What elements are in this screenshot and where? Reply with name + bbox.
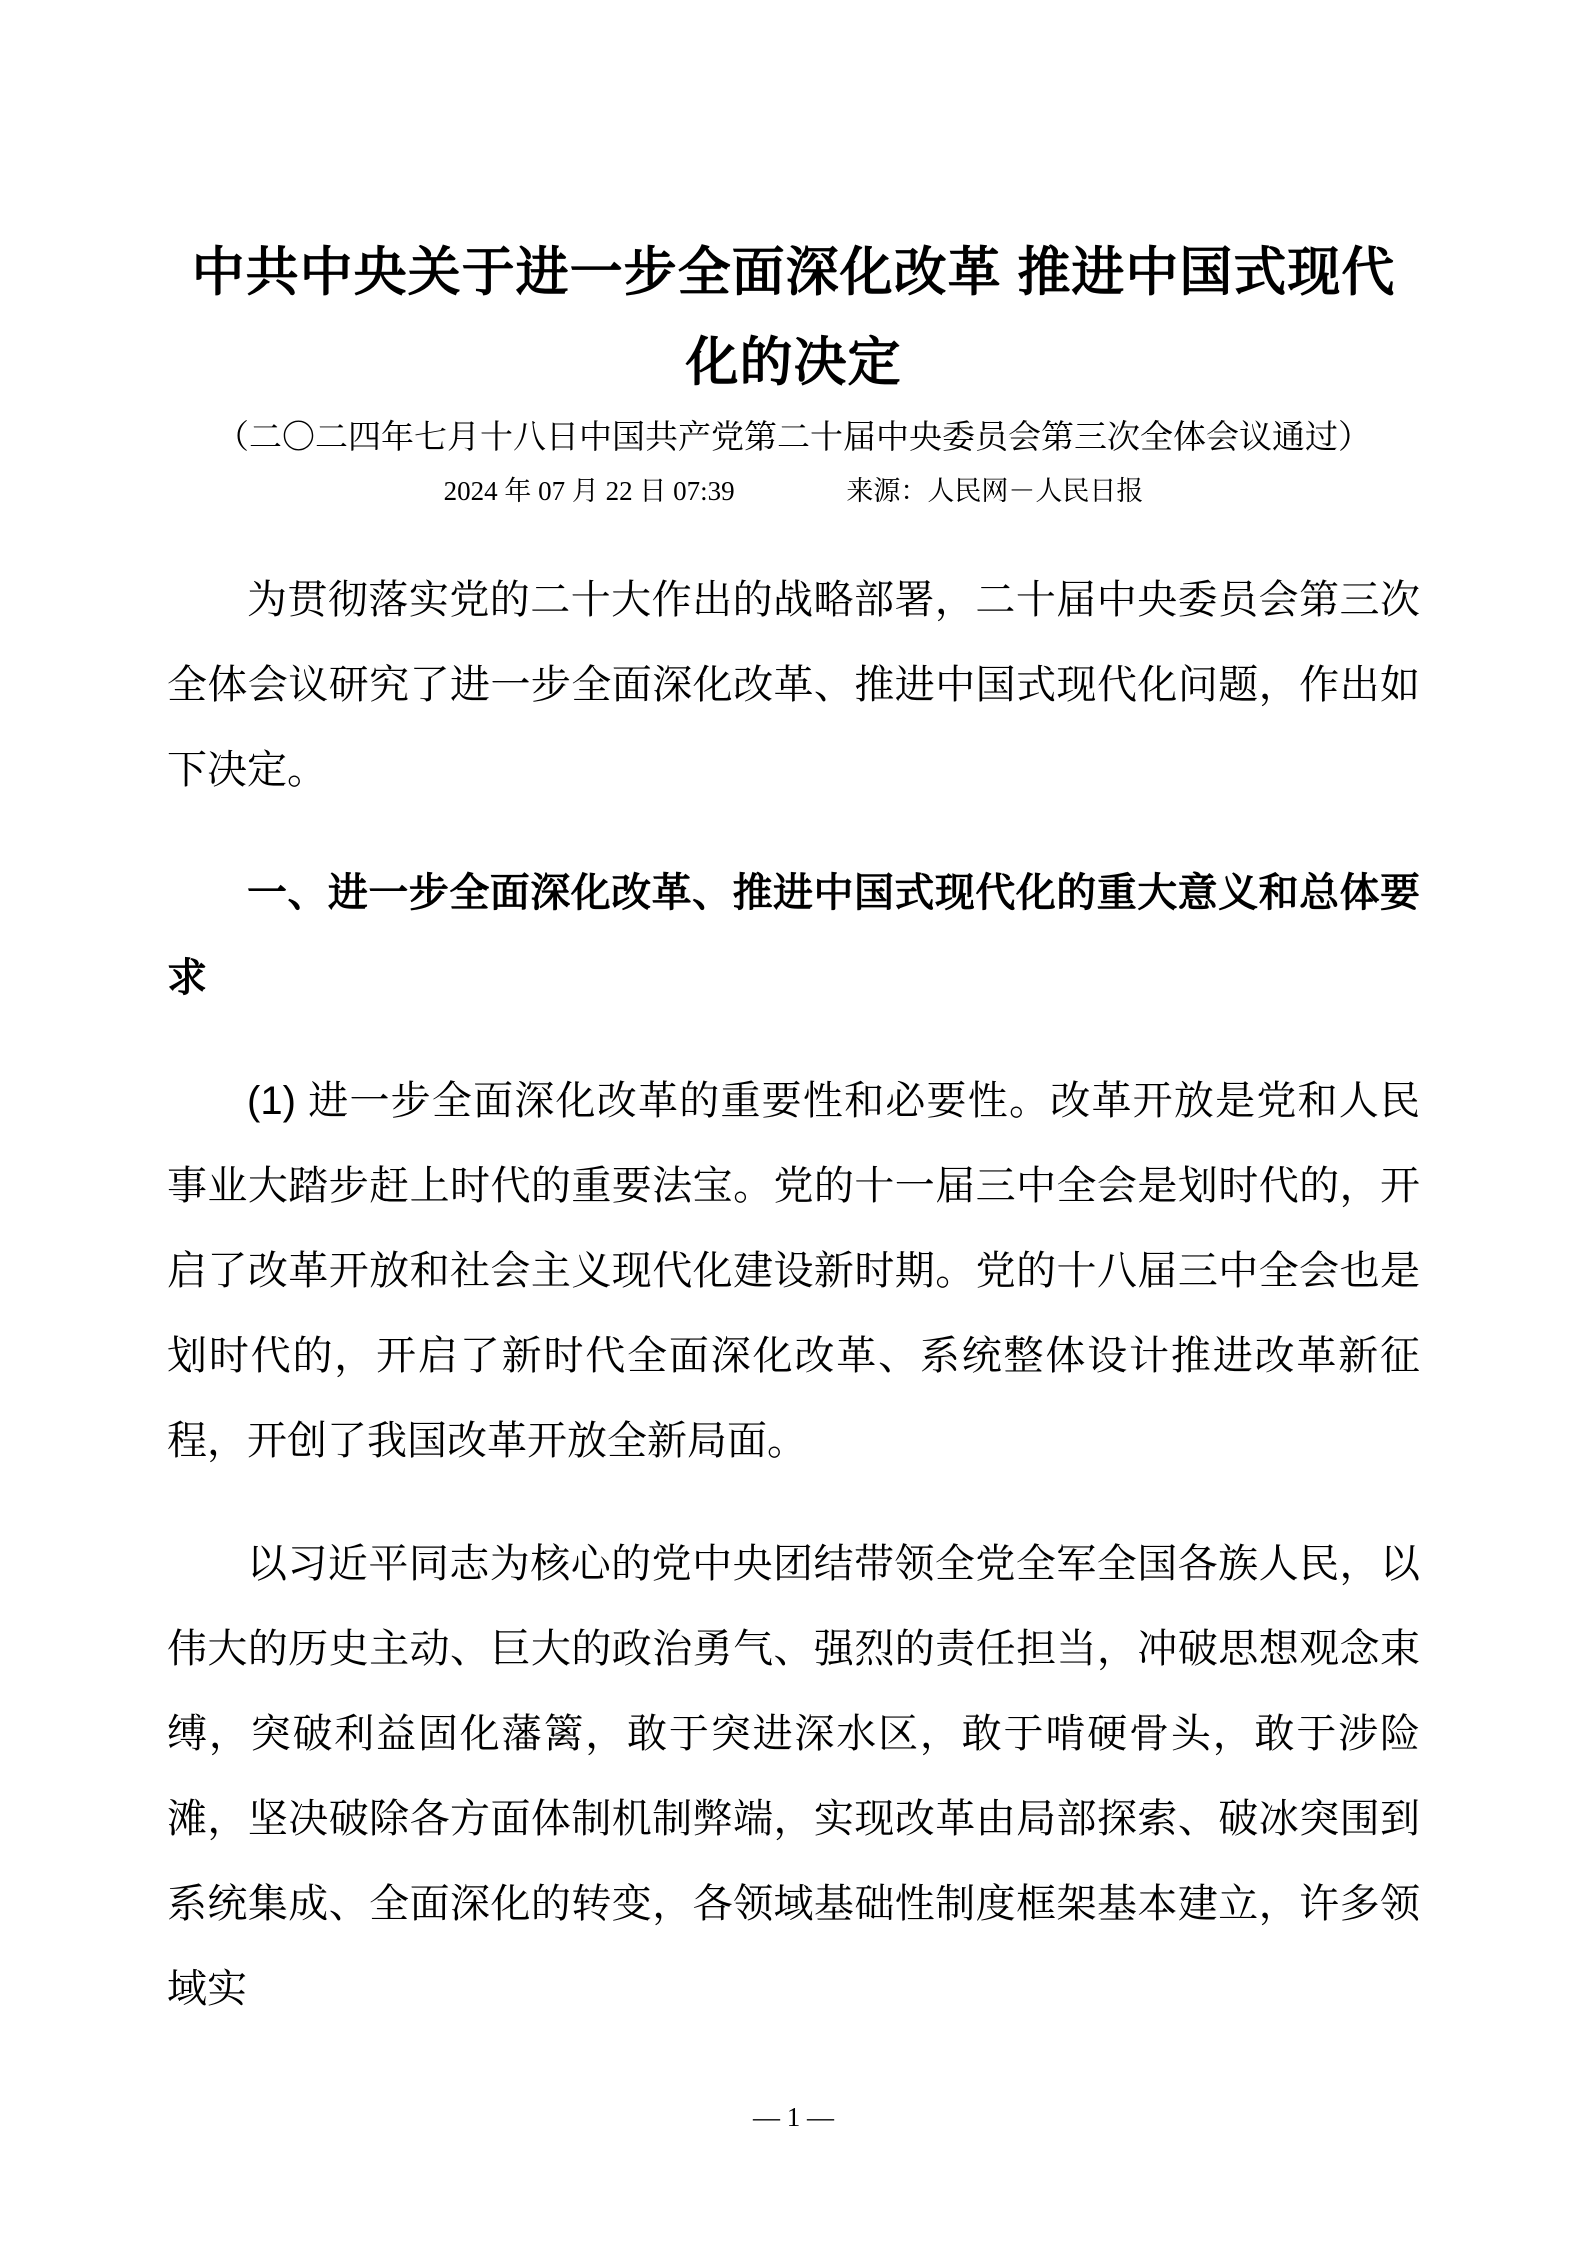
body-paragraph: (1) 进一步全面深化改革的重要性和必要性。改革开放是党和人民事业大踏步赶上时代的重要法宝。党的十一届三中全会是划时代的，开启了改革开放和社会主义现代化建设新时期。党的十八届三中全会也是划时代的，开启了新时代全面深化改革、系统整体设计推进改革新征程，开创了我国改革开放全新局面。 [167, 1079, 1420, 1463]
body-paragraph: 为贯彻落实党的二十大作出的战略部署，二十届中央委员会第三次全体会议研究了进一步全面深化改革、推进中国式现代化问题，作出如下决定。 [167, 578, 1420, 792]
document-subtitle: （二〇二四年七月十八日中国共产党第二十届中央委员会第三次全体会议通过） [216, 420, 1371, 456]
page-number-footer: — 1 — [753, 2102, 834, 2132]
document-title: 中共中央关于进一步全面深化改革 推进中国式现代化的决定 [191, 243, 1396, 392]
meta-line [167, 472, 1420, 510]
publish-datetime: 2024 年 07 月 22 日 07:39 [443, 476, 735, 506]
body-paragraph: 以习近平同志为核心的党中央团结带领全党全军全国各族人民，以伟大的历史主动、巨大的政治勇气、强烈的责任担当，冲破思想观念束缚，突破利益固化藩篱，敢于突进深水区，敢于啃硬骨头，敢于涉险滩，坚决破除各方面体制机制弊端，实现改革由局部探索、破冰突围到系统集成、全面深化的转变，各领域基础性制度框架基本建立，许多领域实 [167, 1542, 1420, 2011]
section-heading: 一、进一步全面深化改革、推进中国式现代化的重大意义和总体要求 [167, 871, 1420, 1000]
document-body [167, 558, 1420, 2032]
source-label: 来源：人民网－人民日报 [846, 476, 1144, 506]
